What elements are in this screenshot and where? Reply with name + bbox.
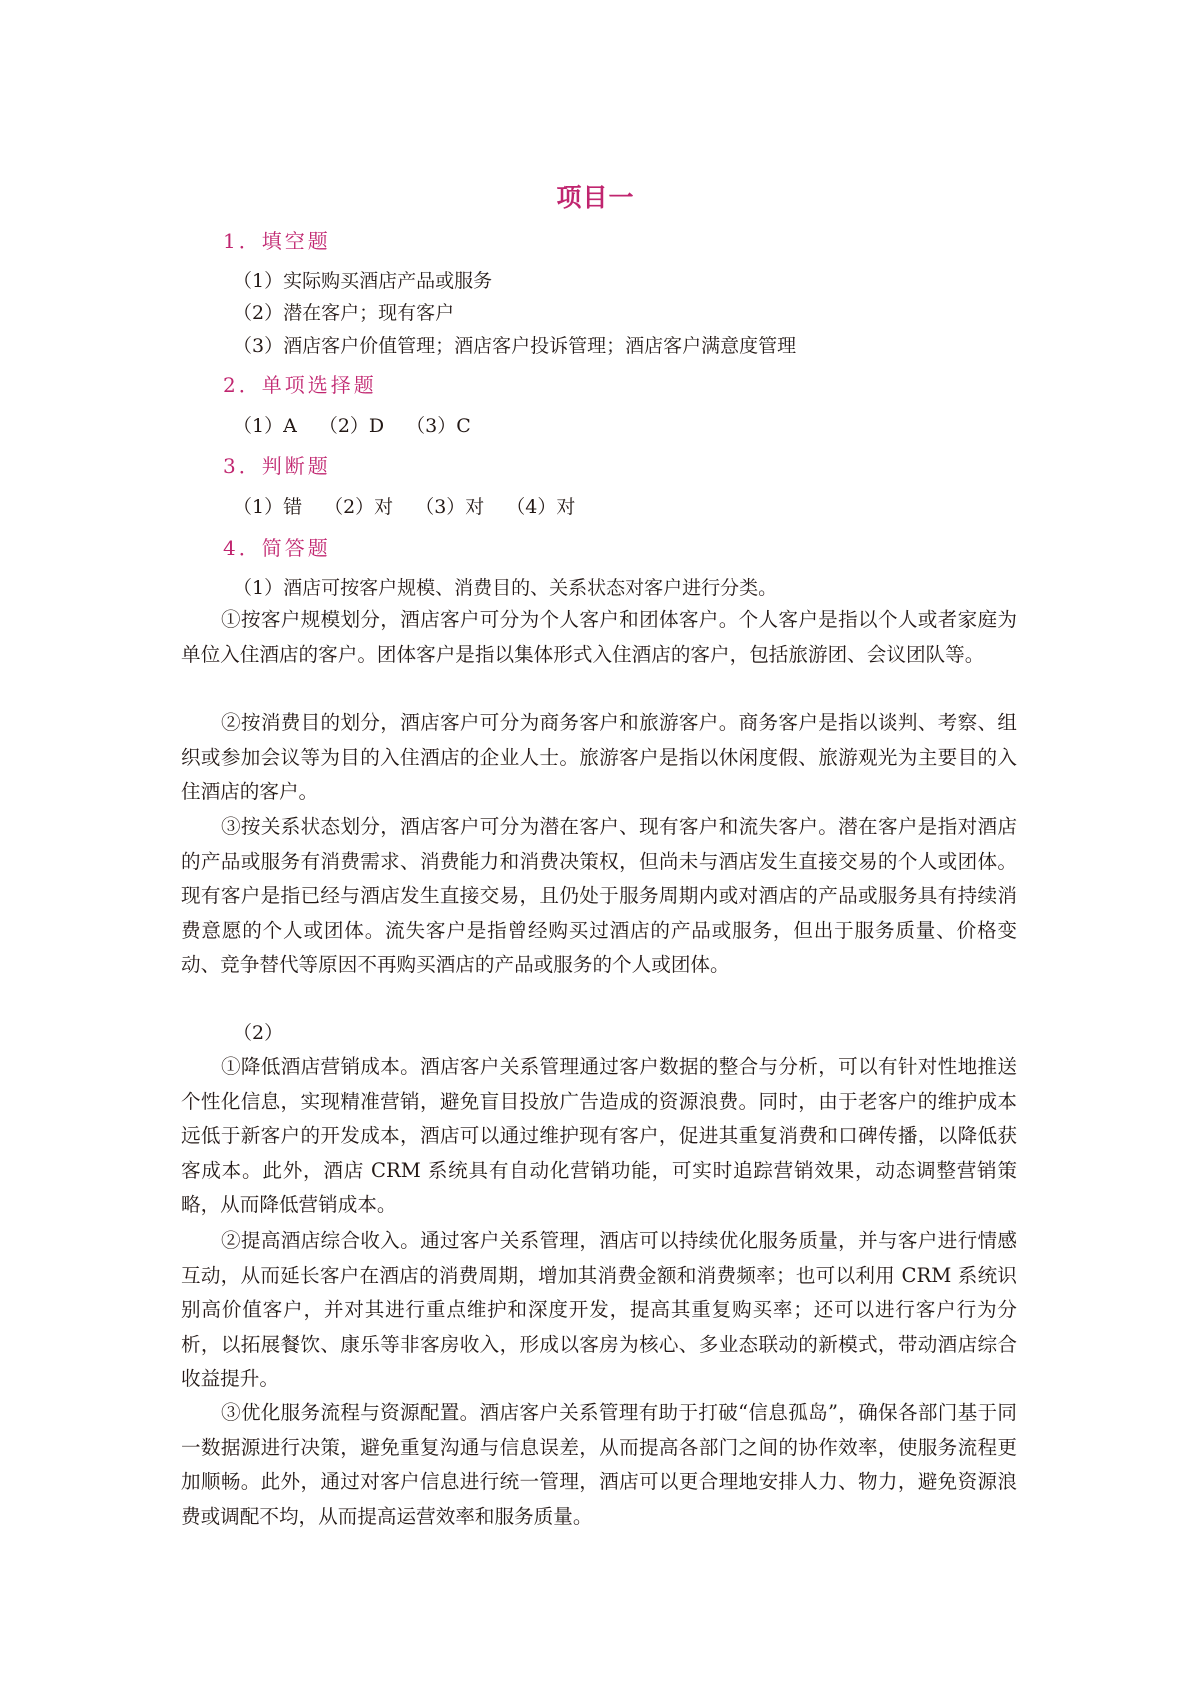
true-false-answer-1: （1）错: [233, 496, 303, 518]
section-heading-fill-blank: 1．填空题: [223, 229, 331, 253]
single-choice-answers: [233, 411, 471, 441]
short-answer-q1-intro: （1）酒店可按客户规模、消费目的、关系状态对客户进行分类。: [233, 577, 778, 599]
true-false-answer-2: （2）对: [324, 496, 394, 518]
true-false-answer-4: （4）对: [506, 496, 576, 518]
section-heading-short-answer: 4．简答题: [223, 536, 331, 560]
fill-blank-answer-2: （2）潜在客户；现有客户: [233, 302, 455, 324]
section-heading-single-choice: 2．单项选择题: [223, 373, 377, 397]
single-choice-answer-1: （1）A: [233, 415, 297, 437]
page-title: 项目一: [556, 183, 635, 212]
short-answer-q2-point-3: ③优化服务流程与资源配置。酒店客户关系管理有助于打破“信息孤岛”，确保各部门基于同一数据源进行决策，避免重复沟通与信息误差，从而提高各部门之间的协作效率，使服务流程更加顺畅。此外，通过对客户信息进行统一管理，酒店可以更合理地安排人力、物力，避免资源浪费或调配不均，从而提高运营效率和服务质量。: [181, 1401, 1017, 1528]
true-false-answers: [233, 492, 575, 522]
short-answer-q1-point-1: ①按客户规模划分，酒店客户可分为个人客户和团体客户。个人客户是指以个人或者家庭为单位入住酒店的客户。团体客户是指以集体形式入住酒店的客户，包括旅游团、会议团队等。: [181, 608, 1017, 666]
true-false-answer-3: （3）对: [415, 496, 485, 518]
short-answer-q1-point-2: ②按消费目的划分，酒店客户可分为商务客户和旅游客户。商务客户是指以谈判、考察、组织或参加会议等为目的入住酒店的企业人士。旅游客户是指以休闲度假、旅游观光为主要目的入住酒店的客户。: [181, 711, 1017, 804]
short-answer-q2-point-1: ①降低酒店营销成本。酒店客户关系管理通过客户数据的整合与分析，可以有针对性地推送个性化信息，实现精准营销，避免盲目投放广告造成的资源浪费。同时，由于老客户的维护成本远低于新客户的开发成本，酒店可以通过维护现有客户，促进其重复消费和口碑传播，以降低获客成本。此外，酒店 CRM 系统具有自动化营销功能，可实时追踪营销效果，动态调整营销策略，从而降低营销成本。: [181, 1055, 1017, 1217]
single-choice-answer-2: （2）D: [318, 415, 385, 437]
fill-blank-answer-3: （3）酒店客户价值管理；酒店客户投诉管理；酒店客户满意度管理: [233, 335, 797, 357]
fill-blank-answer-1: （1）实际购买酒店产品或服务: [233, 270, 493, 292]
single-choice-answer-3: （3）C: [406, 415, 471, 437]
section-heading-true-false: 3．判断题: [223, 454, 331, 478]
short-answer-q1-point-3: ③按关系状态划分，酒店客户可分为潜在客户、现有客户和流失客户。潜在客户是指对酒店的产品或服务有消费需求、消费能力和消费决策权，但尚未与酒店发生直接交易的个人或团体。现有客户是指已经与酒店发生直接交易，且仍处于服务周期内或对酒店的产品或服务具有持续消费意愿的个人或团体。流失客户是指曾经购买过酒店的产品或服务，但出于服务质量、价格变动、竞争替代等原因不再购买酒店的产品或服务的个人或团体。: [181, 815, 1017, 977]
short-answer-q2-point-2: ②提高酒店综合收入。通过客户关系管理，酒店可以持续优化服务质量，并与客户进行情感互动，从而延长客户在酒店的消费周期，增加其消费金额和消费频率；也可以利用 CRM 系统识别高价值客户，并对其进行重点维护和深度开发，提高其重复购买率；还可以进行客户行为分析，以拓展餐饮、康乐等非客房收入，形成以客房为核心、多业态联动的新模式，带动酒店综合收益提升。: [181, 1229, 1017, 1391]
short-answer-q2-label: （2）: [233, 1022, 284, 1044]
